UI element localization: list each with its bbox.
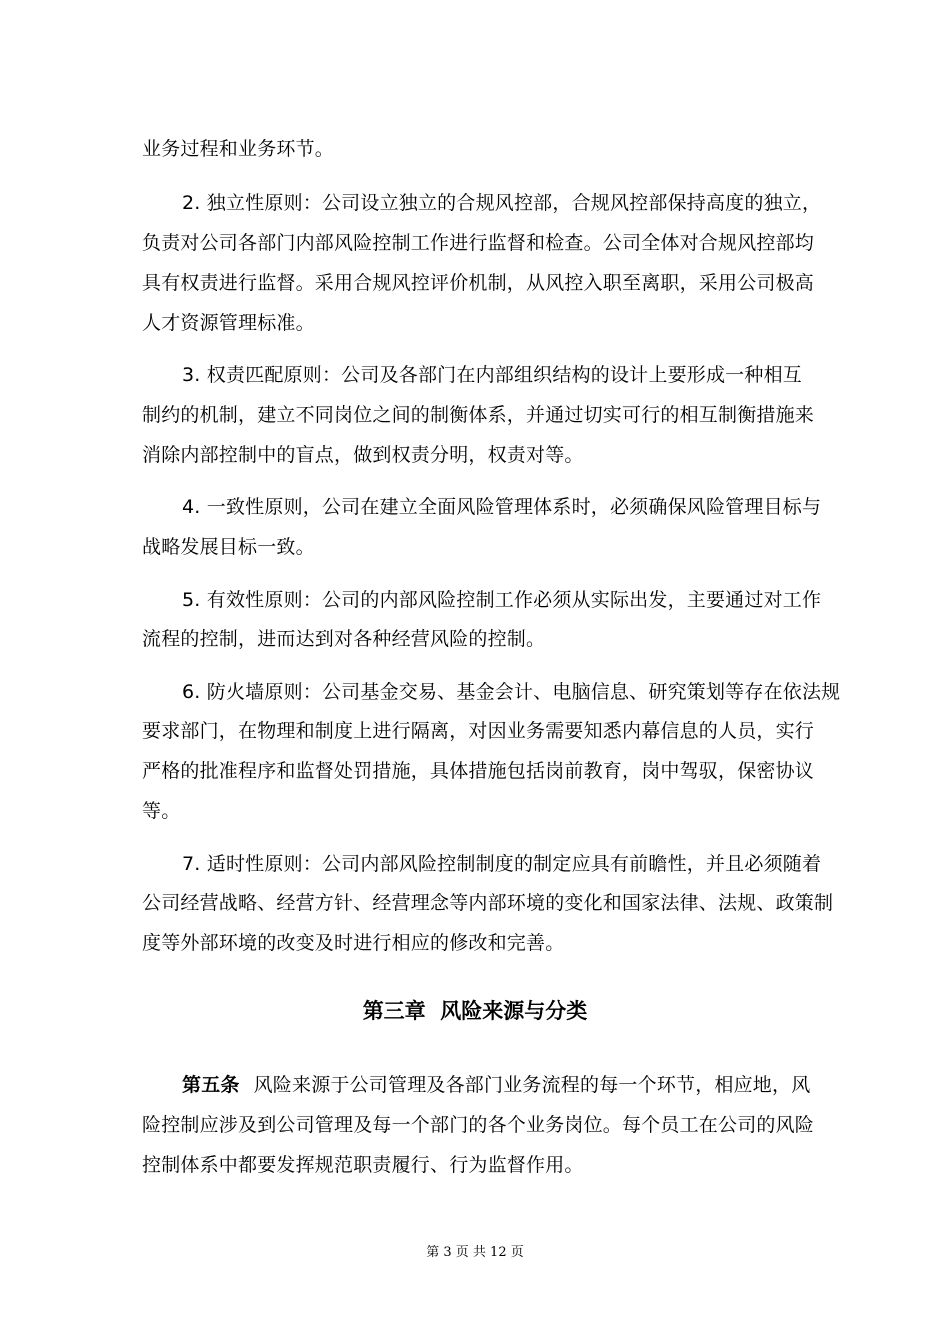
paragraph-line: 控制体系中都要发挥规范职责履行、行为监督作用。 xyxy=(142,1154,584,1176)
paragraph-line: 4. 一致性原则，公司在建立全面风险管理体系时，必须确保风险管理目标与 xyxy=(182,496,822,518)
chapter-heading: 第三章 风险来源与分类 xyxy=(362,999,588,1023)
paragraph-line: 6. 防火墙原则：公司基金交易、基金会计、电脑信息、研究策划等存在依法规 xyxy=(182,681,841,703)
paragraph-line: 制约的机制，建立不同岗位之间的制衡体系，并通过切实可行的相互制衡措施来 xyxy=(142,404,815,426)
paragraph-line: 7. 适时性原则：公司内部风险控制制度的制定应具有前瞻性，并且必须随着 xyxy=(182,853,822,875)
article-label: 第五条 xyxy=(182,1074,240,1096)
paragraph-line: 等。 xyxy=(142,800,181,822)
paragraph-line: 3. 权责匹配原则：公司及各部门在内部组织结构的设计上要形成一种相互 xyxy=(182,364,802,386)
paragraph-line: 险控制应涉及到公司管理及每一个部门的各个业务岗位。每个员工在公司的风险 xyxy=(142,1114,815,1136)
paragraph-line: 人才资源管理标准。 xyxy=(142,312,315,334)
paragraph-line: 2. 独立性原则：公司设立独立的合规风控部，合规风控部保持高度的独立， xyxy=(182,192,822,214)
paragraph-line: 负责对公司各部门内部风险控制工作进行监督和检查。公司全体对合规风控部均 xyxy=(142,232,815,254)
paragraph-line: 具有权责进行监督。采用合规风控评价机制，从风控入职至离职，采用公司极高 xyxy=(142,272,815,294)
paragraph-line: 流程的控制，进而达到对各种经营风险的控制。 xyxy=(142,628,546,650)
paragraph-line: 战略发展目标一致。 xyxy=(142,536,315,558)
paragraph-line: 公司经营战略、经营方针、经营理念等内部环境的变化和国家法律、法规、政策制 xyxy=(142,892,834,914)
paragraph-line: 度等外部环境的改变及时进行相应的修改和完善。 xyxy=(142,932,565,954)
article-first-line xyxy=(182,1072,810,1098)
paragraph-line: 严格的批准程序和监督处罚措施，具体措施包括岗前教育，岗中驾驭，保密协议 xyxy=(142,760,815,782)
article-first-line-text: 风险来源于公司管理及各部门业务流程的每一个环节，相应地，风 xyxy=(253,1074,811,1096)
paragraph-line: 5. 有效性原则：公司的内部风险控制工作必须从实际出发，主要通过对工作 xyxy=(182,589,822,611)
paragraph-line: 业务过程和业务环节。 xyxy=(142,138,335,160)
paragraph-line: 要求部门，在物理和制度上进行隔离，对因业务需要知悉内幕信息的人员，实行 xyxy=(142,720,815,742)
page-footer: 第 3 页 共 12 页 xyxy=(426,1245,524,1260)
paragraph-line: 消除内部控制中的盲点，做到权责分明，权责对等。 xyxy=(142,444,584,466)
